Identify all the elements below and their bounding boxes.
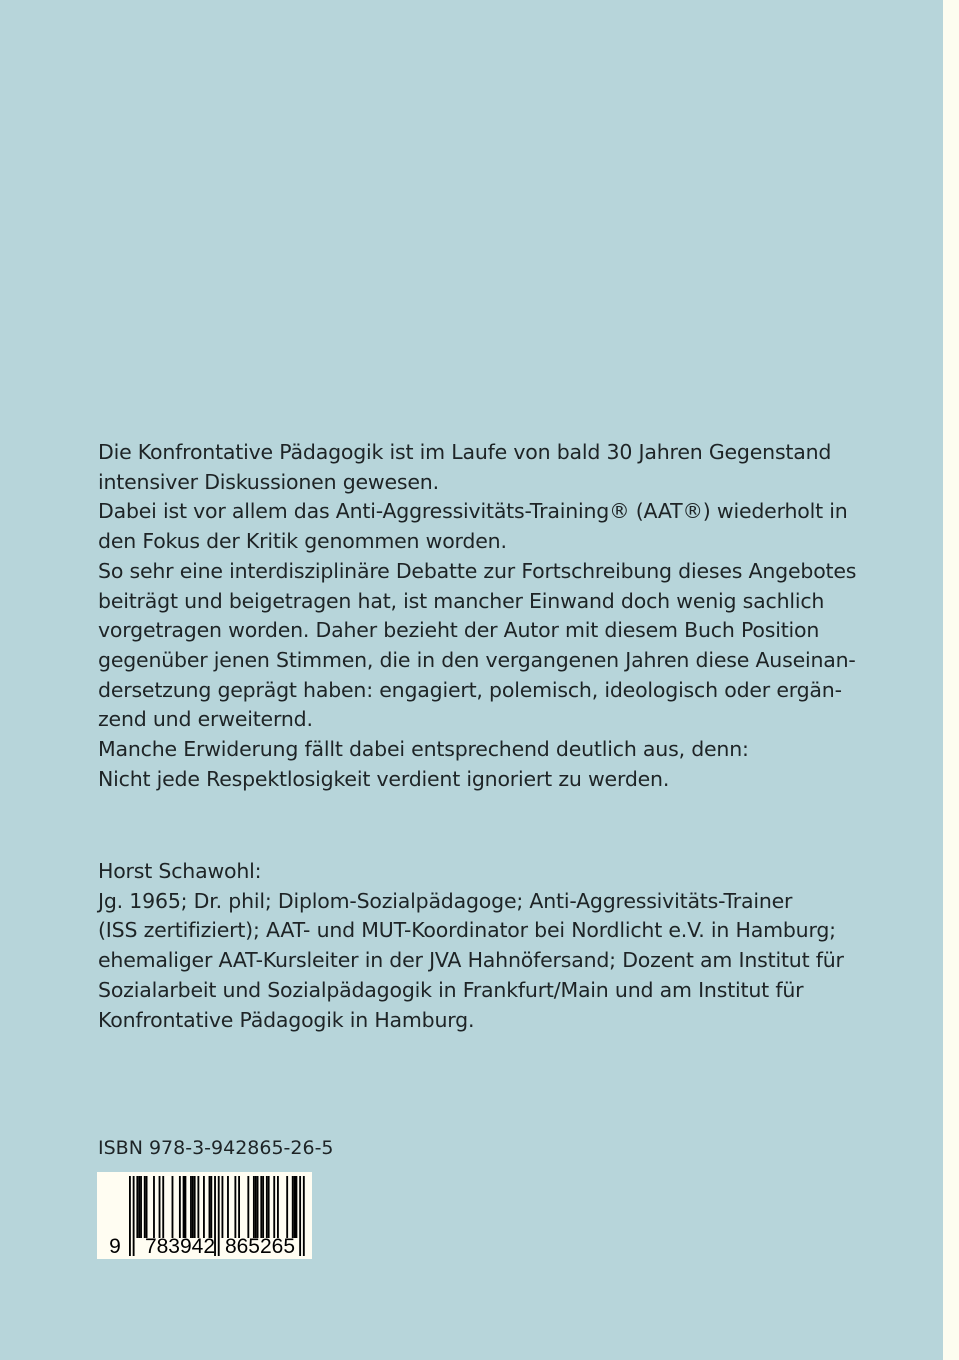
barcode-bar [190, 1176, 192, 1238]
barcode-bar [179, 1176, 181, 1238]
barcode-bar [136, 1176, 138, 1238]
author-bio-line: Jg. 1965; Dr. phil; Diplom-Sozialpädagoge; Anti-Aggressivitäts-Trainer [98, 888, 793, 913]
barcode-bar [138, 1176, 140, 1238]
barcode-bar [146, 1176, 148, 1238]
blurb-line: den Fokus der Kritik genommen worden. [98, 529, 507, 554]
blurb-line: Die Konfrontative Pädagogik ist im Laufe von bald 30 Jahren Gegenstand [98, 440, 832, 464]
barcode-bar [144, 1176, 146, 1238]
barcode-bar [253, 1176, 255, 1238]
author-bio [98, 857, 844, 1035]
blurb-line: intensiver Diskussionen gewesen. [98, 469, 439, 494]
ean-barcode [97, 1172, 312, 1259]
barcode-bar [140, 1176, 142, 1238]
barcode-bar [286, 1176, 288, 1238]
barcode-bar [294, 1176, 296, 1238]
blurb-line: vorgetragen worden. Daher bezieht der Autor mit diesem Buch Position [98, 618, 820, 643]
blurb-line: Nicht jede Respektlosigkeit verdient ignoriert zu werden. [98, 766, 670, 791]
blurb-line: So sehr eine interdisziplinäre Debatte zur Fortschreibung dieses Angebotes [98, 558, 857, 583]
barcode-bar [296, 1176, 298, 1238]
barcode-bar [159, 1176, 161, 1238]
barcode-bars [97, 1172, 312, 1259]
author-bio-line: Sozialarbeit und Sozialpädagogik in Frankfurt/Main und am Institut für [98, 977, 804, 1002]
barcode-bar [255, 1176, 257, 1238]
barcode-bar [218, 1176, 220, 1256]
barcode-bar [129, 1176, 131, 1256]
barcode-bar [238, 1176, 240, 1238]
barcode-bar [183, 1176, 185, 1238]
barcode-first-digit: 9 [109, 1235, 121, 1258]
spine-edge-strip [943, 0, 959, 1360]
barcode-bar [268, 1176, 270, 1238]
barcode-bar [247, 1176, 249, 1238]
blurb-line: Dabei ist vor allem das Anti-Aggressivitäts-Training® (AAT®) wiederholt in [98, 499, 848, 524]
blurb-text [98, 438, 856, 794]
barcode-bar [292, 1176, 294, 1238]
barcode-bar [153, 1176, 155, 1238]
barcode-bar [257, 1176, 259, 1238]
barcode-bar [227, 1176, 229, 1238]
author-bio-line: Konfrontative Pädagogik in Hamburg. [98, 1007, 475, 1032]
barcode-bar [172, 1176, 174, 1238]
barcode-bar [194, 1176, 196, 1238]
barcode-bar [273, 1176, 275, 1238]
blurb-line: Manche Erwiderung fällt dabei entsprechend deutlich aus, denn: [98, 737, 749, 762]
blurb-line: beiträgt und beigetragen hat, ist mancher Einwand doch wenig sachlich [98, 588, 825, 613]
blurb-line: zend und erweiternd. [98, 707, 313, 732]
barcode-bar [197, 1176, 199, 1238]
barcode-bar [262, 1176, 264, 1238]
barcode-bar [222, 1176, 224, 1238]
barcode-bar [210, 1176, 212, 1238]
isbn-label: ISBN 978-3-942865-26-5 [98, 1137, 334, 1159]
barcode-bar [303, 1176, 305, 1256]
barcode-bar [203, 1176, 205, 1238]
barcode-bar [260, 1176, 262, 1238]
author-bio-line: (ISS zertifiziert); AAT- und MUT-Koordinator bei Nordlicht e.V. in Hamburg; [98, 918, 836, 943]
blurb-line: gegenüber jenen Stimmen, die in den vergangenen Jahren diese Auseinan- [98, 647, 856, 672]
barcode-bar [185, 1176, 187, 1238]
author-bio-line: ehemaliger AAT-Kursleiter in der JVA Hahnöfersand; Dozent am Institut für [98, 948, 844, 973]
author-name: Horst Schawohl: [98, 859, 262, 883]
barcode-bar [162, 1176, 164, 1238]
barcode-left-digits: 783942 [144, 1235, 216, 1258]
barcode-right-digits: 865265 [224, 1235, 296, 1258]
barcode-bar [192, 1176, 194, 1238]
blurb-line: dersetzung geprägt haben: engagiert, polemisch, ideologisch oder ergän- [98, 677, 842, 702]
barcode-bar [234, 1176, 236, 1238]
barcode-bar [209, 1176, 211, 1238]
barcode-bar [266, 1176, 268, 1238]
barcode-bar [299, 1176, 301, 1256]
barcode-bar [277, 1176, 279, 1238]
barcode-bar [133, 1176, 135, 1256]
